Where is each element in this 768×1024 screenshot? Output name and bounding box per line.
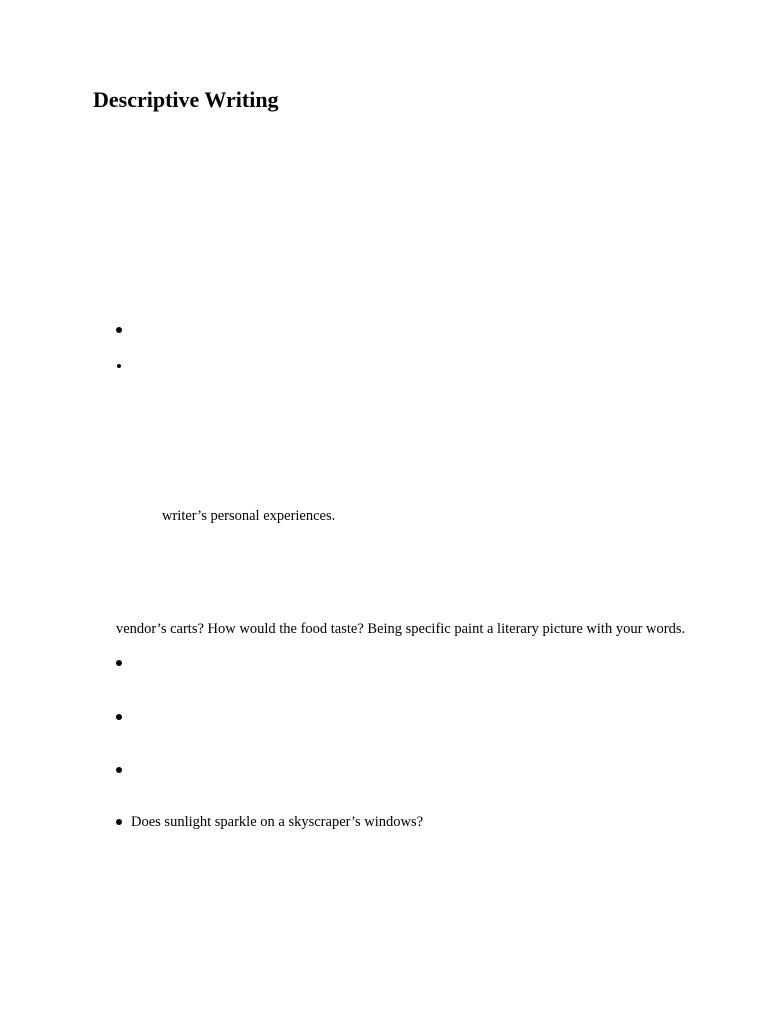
bullet-item-text: Does sunlight sparkle on a skyscraper’s windows? — [131, 814, 424, 830]
bullet-marker — [115, 357, 125, 375]
bullet-marker — [115, 761, 125, 779]
bullet-marker — [115, 708, 125, 726]
page-title: Descriptive Writing — [93, 87, 279, 112]
bullet-marker — [115, 321, 125, 339]
paragraph-fragment: writer’s personal experiences. — [162, 508, 336, 524]
paragraph-fragment: vendor’s carts? How would the food taste? Being specific paint a literary picture with your words. — [116, 621, 686, 637]
bullet-marker — [115, 654, 125, 672]
bullet-marker — [115, 813, 125, 831]
